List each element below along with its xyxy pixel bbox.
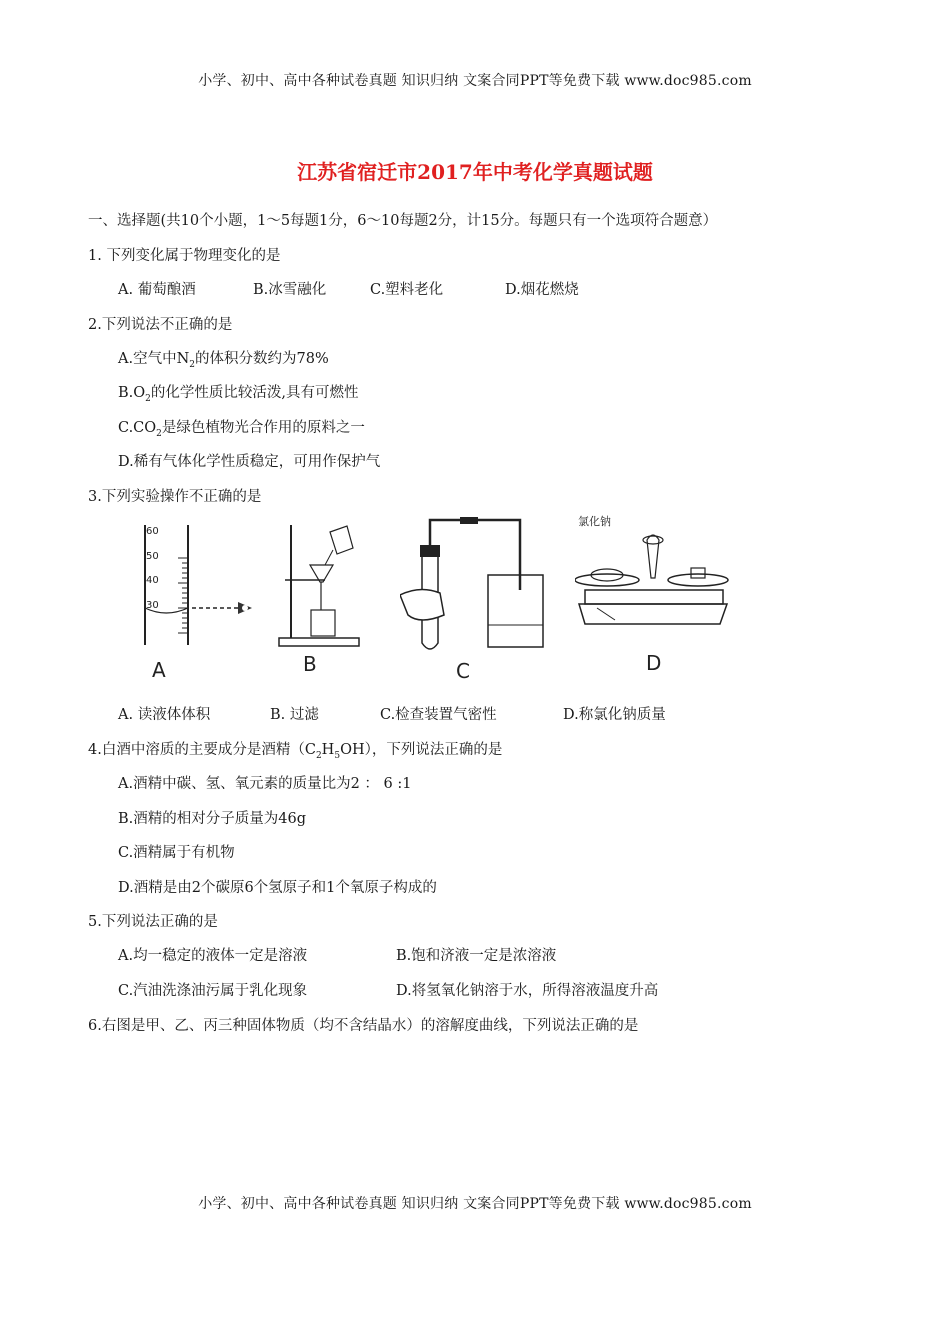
fig-label-c: C [456,659,470,683]
q5-stem: 5.下列说法正确的是 [88,914,218,930]
q6-stem: 6.右图是甲、乙、丙三种固体物质（均不含结晶水）的溶解度曲线，下列说法正确的是 [88,1018,639,1034]
q4-option-a: A.酒精中碳、氢、氧元素的质量比为2 ： 6 :1 [118,776,412,792]
q5-option-a: A.均一稳定的液体一定是溶液 [118,948,308,964]
page-title: 江苏省宿迁市2017年中考化学真题试题 [297,160,653,184]
q5-option-d: D.将氢氧化钠溶于水，所得溶液温度升高 [396,983,659,999]
q4-option-c: C.酒精属于有机物 [118,845,235,861]
fig-label-a: A [152,658,166,682]
q2-stem: 2.下列说法不正确的是 [88,317,233,333]
q5-option-c: C.汽油洗涤油污属于乳化现象 [118,983,308,999]
q1-option-c: C.塑料老化 [370,282,444,298]
q2-option-a: A.空气中$N_2$的体积分数约为78% [118,351,329,370]
q2-option-c: $C.CO_2$是绿色植物光合作用的原料之一 [118,420,365,439]
airtightness-illustration [400,515,575,655]
q3-option-c: C.检查装置气密性 [380,707,497,723]
fig-label-b: B [303,652,317,676]
q1-option-a: A. 葡萄酿酒 [118,282,196,298]
page-footer: 小学、初中、高中各种试卷真题 知识归纳 文案合同PPT等免费下载 www.doc985.com [198,1196,752,1212]
q1-option-b: B.冰雪融化 [253,282,327,298]
balance-illustration [575,520,730,640]
q4-option-b: B.酒精的相对分子质量为46g [118,811,306,827]
fig-label-d: D [646,651,662,675]
q1-option-d: D.烟花燃烧 [505,282,579,298]
q5-option-b: B.饱和济液一定是浓溶液 [396,948,557,964]
q1-stem: 1. 下列变化属于物理变化的是 [88,248,281,264]
q2-option-b: $B.O_2$的化学性质比较活泼,具有可燃性 [118,385,359,404]
q3-option-b: B. 过滤 [270,707,319,723]
q3-option-a: A. 读液体体积 [118,707,211,723]
page-header: 小学、初中、高中各种试卷真题 知识归纳 文案合同PPT等免费下载 www.doc985.com [198,73,752,89]
filtration-illustration [275,520,365,650]
q4-option-d: D.酒精是由2个碳原6个氢原子和1个氧原子构成的 [118,880,437,896]
q3-figure [130,515,730,690]
q3-stem: 3.下列实验操作不正确的是 [88,489,262,505]
scale-tick-labels: 60 50 40 30 [146,526,159,611]
q2-option-d: D.稀有气体化学性质稳定，可用作保护气 [118,454,381,470]
section-heading: 一、选择题(共10个小题，1～5每题1分，6～10每题2分，计15分。每题只有一个选项符合题意） [88,213,718,229]
sodium-chloride-label: 氯化钠 [578,515,611,528]
q4-stem: 4.白酒中溶质的主要成分是酒精$(C_2H_5OH)$，下列说法正确的是 [88,742,503,761]
q3-option-d: D.称氯化钠质量 [563,707,666,723]
